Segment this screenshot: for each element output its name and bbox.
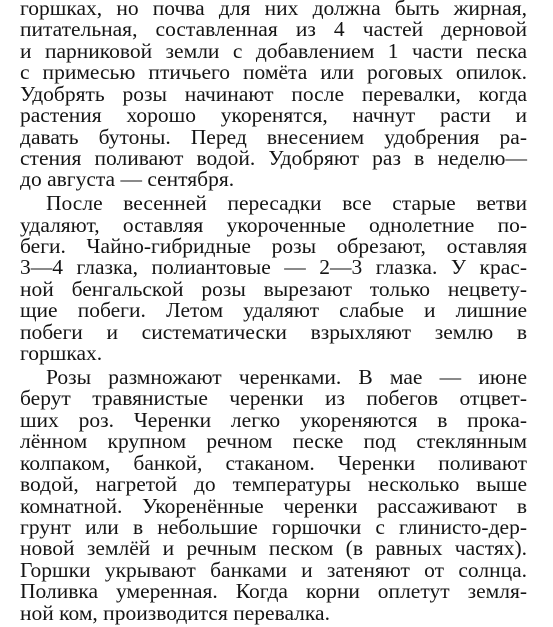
text-line: Горшки укрывают банками и затеняют от солнца. bbox=[20, 557, 527, 582]
text-line: Поливка умеренная. Когда корни оплетут земля- bbox=[20, 579, 527, 604]
text-line: ших роз. Черенки легко укореняются в прока- bbox=[20, 407, 527, 432]
text-line: питательная, составленная из 4 частей дерновой bbox=[20, 17, 527, 42]
text-line: побеги и систематически взрыхляют землю в bbox=[20, 319, 527, 344]
text-line: берут травянистые черенки из побегов отцвет- bbox=[20, 386, 527, 411]
text-line: грунт или в небольшие горшочки с глинисто-дер- bbox=[20, 514, 527, 539]
text-line: горшках. bbox=[20, 341, 103, 366]
text-line: Удобрять розы начинают после перевалки, когда bbox=[20, 81, 527, 106]
text-line: и парниковой земли с добавлением 1 части песка bbox=[20, 38, 527, 63]
text-line: до августа — сентября. bbox=[20, 167, 235, 192]
text-line: комнатной. Укоренённые черенки рассаживают в bbox=[20, 493, 527, 518]
text-line: горшках, но почва для них должна быть жирная, bbox=[20, 0, 527, 20]
text-line: ной бенгальской розы вырезают только нецвету- bbox=[20, 276, 527, 301]
text-line: с примесью птичьего помёта или роговых опилок. bbox=[20, 60, 527, 85]
text-line: беги. Чайно-гибридные розы обрезают, оставляя bbox=[20, 234, 527, 258]
text-line: новой землёй и речным песком (в равных частях). bbox=[20, 536, 527, 561]
text-line: После весенней пересадки все старые ветви bbox=[46, 191, 527, 216]
text-line: колпаком, банкой, стаканом. Черенки поливают bbox=[20, 450, 527, 475]
text-line: растения хорошо укоренятся, начнут расти и bbox=[20, 103, 527, 128]
text-line: 3—4 глазка, полиантовые — 2—3 глазка. У крас- bbox=[20, 255, 527, 280]
text-line: водой, нагретой до температуры несколько выше bbox=[20, 472, 527, 496]
text-line: лённом крупном речном песке под стеклянным bbox=[20, 429, 527, 454]
text-line: Розы размножают черенками. В мае — июне bbox=[46, 364, 527, 389]
text-line: давать бутоны. Перед внесением удобрения ра- bbox=[20, 124, 527, 149]
text-line: щие побеги. Летом удаляют слабые и лишние bbox=[20, 298, 527, 323]
text-line: удаляют, оставляя укороченные однолетние по- bbox=[20, 212, 527, 237]
text-line: стения поливают водой. Удобряют раз в неделю— bbox=[20, 146, 527, 170]
text-line: ной ком, производится перевалка. bbox=[20, 600, 330, 625]
